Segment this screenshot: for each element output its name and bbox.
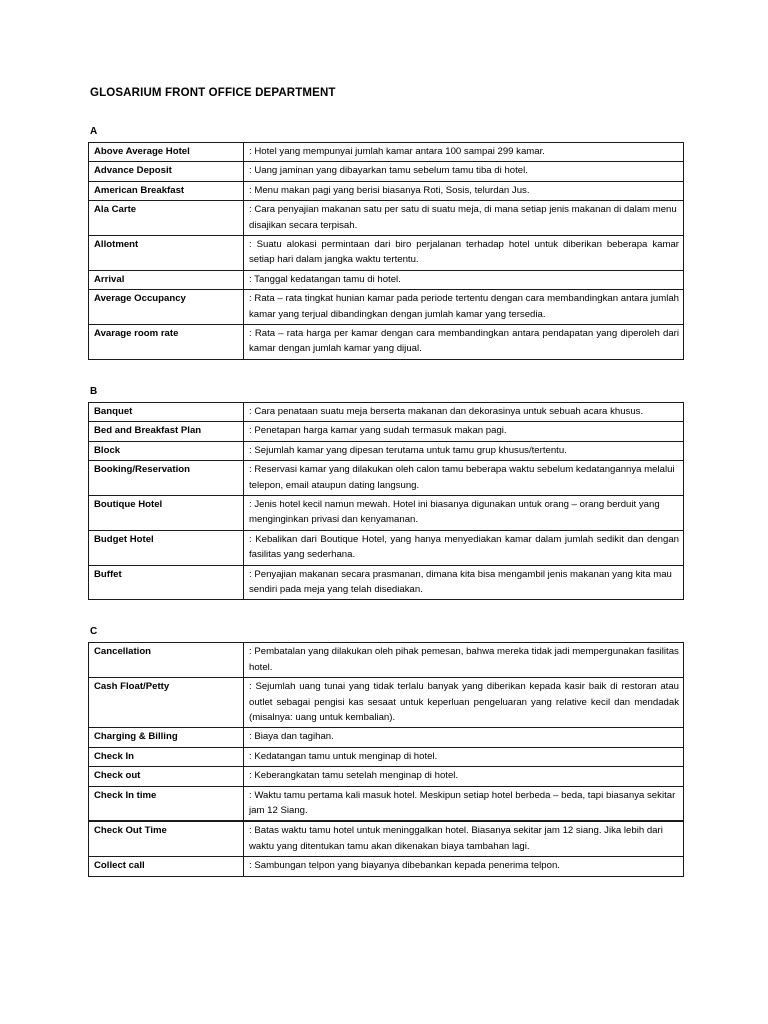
glossary-term: Collect call [89, 857, 244, 876]
table-row [89, 325, 684, 360]
glossary-definition: : Pembatalan yang dilakukan oleh pihak pemesan, bahwa mereka tidak jadi mempergunakan fasilitas hotel. [244, 643, 684, 678]
glossary-definition: : Suatu alokasi permintaan dari biro perjalanan terhadap hotel untuk diberikan beberapa kamar setiap hari dalam jangka waktu tertentu. [244, 236, 684, 271]
glossary-term: Average Occupancy [89, 290, 244, 325]
glossary-term: Advance Deposit [89, 162, 244, 181]
table-row [89, 236, 684, 271]
glossary-term: American Breakfast [89, 181, 244, 200]
table-row [89, 290, 684, 325]
glossary-term: Buffet [89, 565, 244, 600]
glossary-definition: : Sejumlah uang tunai yang tidak terlalu banyak yang diberikan kepada kasir baik di restoran atau outlet sebagai pengisi kas sesaat untuk keperluan pengeluaran yang relative kecil dan mendadak (misalnya: uang untuk kembalian). [244, 678, 684, 728]
table-row [89, 495, 684, 530]
table-row [89, 181, 684, 200]
glossary-definition: : Kebalikan dari Boutique Hotel, yang hanya menyediakan kamar dalam jumlah sedikit dan dengan fasilitas yang sederhana. [244, 530, 684, 565]
table-row [89, 201, 684, 236]
table-row [89, 565, 684, 600]
glossary-definition: : Keberangkatan tamu setelah menginap di hotel. [244, 767, 684, 786]
glossary-definition: : Penyajian makanan secara prasmanan, dimana kita bisa mengambil jenis makanan yang kita mau sendiri pada meja yang telah disediakan. [244, 565, 684, 600]
glossary-definition: : Sambungan telpon yang biayanya dibebankan kepada penerima telpon. [244, 857, 684, 876]
glossary-definition: : Penetapan harga kamar yang sudah termasuk makan pagi. [244, 422, 684, 441]
glossary-term: Cash Float/Petty [89, 678, 244, 728]
glossary-term: Check In time [89, 786, 244, 821]
table-row [89, 422, 684, 441]
glossary-definition: : Reservasi kamar yang dilakukan oleh calon tamu beberapa waktu sebelum kedatangannya melalui telepon, email ataupun dating langsung. [244, 461, 684, 496]
glossary-term: Check In [89, 747, 244, 766]
table-row [89, 461, 684, 496]
table-row [89, 530, 684, 565]
table-row [89, 270, 684, 289]
glossary-section-c [88, 626, 684, 876]
glossary-definition: : Menu makan pagi yang berisi biasanya Roti, Sosis, telurdan Jus. [244, 181, 684, 200]
glossary-term: Arrival [89, 270, 244, 289]
glossary-definition: : Batas waktu tamu hotel untuk meninggalkan hotel. Biasanya sekitar jam 12 siang. Jika lebih dari waktu yang ditentukan tamu akan dikenakan biaya tambahan lagi. [244, 821, 684, 856]
glossary-definition: : Sejumlah kamar yang dipesan terutama untuk tamu grup khusus/tertentu. [244, 441, 684, 460]
glossary-term: Above Average Hotel [89, 143, 244, 162]
glossary-definition: : Waktu tamu pertama kali masuk hotel. Meskipun setiap hotel berbeda – beda, tapi biasanya sekitar jam 12 Siang. [244, 786, 684, 821]
glossary-definition: : Cara penataan suatu meja berserta makanan dan dekorasinya untuk sebuah acara khusus. [244, 402, 684, 421]
glossary-term: Check out [89, 767, 244, 786]
glossary-sections [88, 126, 684, 877]
glossary-table-c [88, 642, 684, 876]
glossary-term: Cancellation [89, 643, 244, 678]
glossary-definition: : Kedatangan tamu untuk menginap di hotel. [244, 747, 684, 766]
table-row [89, 728, 684, 747]
table-row [89, 767, 684, 786]
table-row [89, 678, 684, 728]
glossary-definition: : Biaya dan tagihan. [244, 728, 684, 747]
glossary-definition: : Rata – rata tingkat hunian kamar pada periode tertentu dengan cara membandingkan antara jumlah kamar yang terjual dibandingkan dengan jumlah kamar yang tersedia. [244, 290, 684, 325]
document-content [88, 86, 684, 877]
table-row [89, 441, 684, 460]
table-row [89, 643, 684, 678]
glossary-section-a [88, 126, 684, 360]
table-row [89, 821, 684, 856]
table-row [89, 857, 684, 876]
section-letter: C [90, 626, 98, 638]
table-row [89, 747, 684, 766]
glossary-table-a [88, 142, 684, 360]
glossary-definition: : Tanggal kedatangan tamu di hotel. [244, 270, 684, 289]
section-letter: A [90, 126, 98, 137]
section-letter: B [90, 385, 98, 397]
table-row [89, 143, 684, 162]
glossary-term: Budget Hotel [89, 530, 244, 565]
page-title: GLOSARIUM FRONT OFFICE DEPARTMENT [90, 87, 336, 99]
glossary-definition: : Cara penyajian makanan satu per satu di suatu meja, di mana setiap jenis makanan di dalam menu disajikan secara terpisah. [244, 201, 684, 236]
table-row [89, 402, 684, 421]
glossary-term: Allotment [89, 236, 244, 271]
glossary-term: Boutique Hotel [89, 495, 244, 530]
glossary-term: Check Out Time [89, 821, 244, 856]
glossary-definition: : Rata – rata harga per kamar dengan cara membandingkan antara pendapatan yang diperoleh dari kamar dengan jumlah kamar yang dijual. [244, 325, 684, 360]
glossary-term: Avarage room rate [89, 325, 244, 360]
glossary-term: Ala Carte [89, 201, 244, 236]
glossary-table-b [88, 402, 684, 600]
glossary-definition: : Hotel yang mempunyai jumlah kamar antara 100 sampai 299 kamar. [244, 143, 684, 162]
glossary-definition: : Uang jaminan yang dibayarkan tamu sebelum tamu tiba di hotel. [244, 162, 684, 181]
glossary-section-b [88, 386, 684, 600]
table-row [89, 162, 684, 181]
glossary-definition: : Jenis hotel kecil namun mewah. Hotel ini biasanya digunakan untuk orang – orang berduit yang menginginkan privasi dan kenyamanan. [244, 495, 684, 530]
glossary-term: Block [89, 441, 244, 460]
glossary-term: Charging & Billing [89, 728, 244, 747]
glossary-term: Bed and Breakfast Plan [89, 422, 244, 441]
glossary-term: Banquet [89, 402, 244, 421]
table-row [89, 786, 684, 821]
glossary-term: Booking/Reservation [89, 461, 244, 496]
